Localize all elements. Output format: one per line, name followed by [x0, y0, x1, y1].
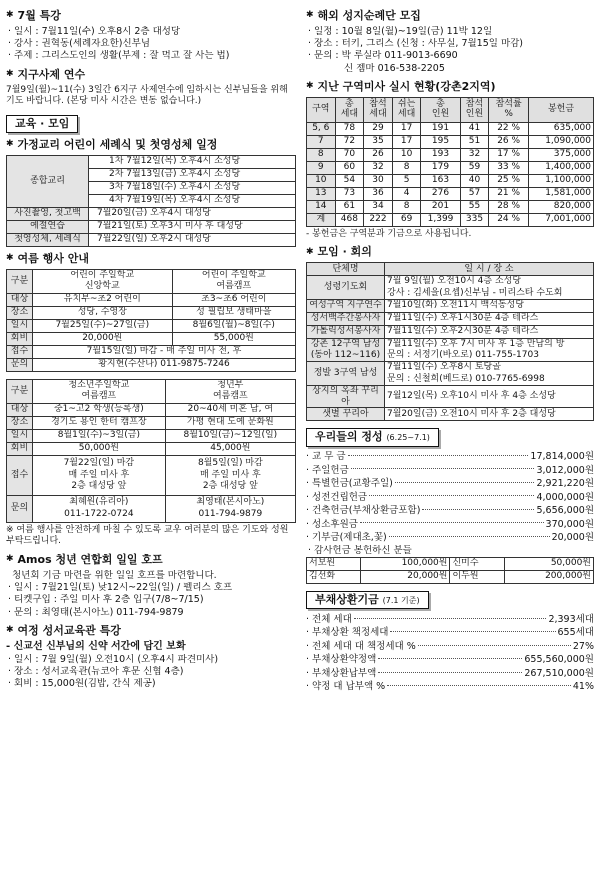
- table-cell: 이두원: [450, 571, 504, 584]
- table-cell: 7월12일(목) 오후10시 미사 후 4층 소성당: [385, 385, 594, 408]
- table-cell: 대상: [7, 293, 33, 306]
- table-cell: 구분: [7, 269, 33, 293]
- bible-subtitle: - 신교선 신부님의 신약 서간에 담긴 보화: [6, 640, 186, 652]
- table-cell: 50,000원: [504, 558, 593, 571]
- table-cell: 7월11일(수) 오후2시30분 4층 테라스: [385, 325, 594, 338]
- table-cell: 문의: [7, 495, 33, 522]
- table-row: [307, 362, 594, 386]
- table-row: [307, 148, 594, 161]
- item-value: 2,393세대: [548, 613, 594, 625]
- table-cell: 59: [460, 161, 489, 174]
- table-cell: 황지현(수산나) 011-9875-7246: [33, 358, 296, 371]
- table-cell: 8: [392, 200, 421, 213]
- table-row: [307, 299, 594, 312]
- star-icon: ✱: [306, 246, 314, 257]
- list-item: [306, 627, 594, 641]
- item-label: · 전체 세대: [306, 613, 352, 625]
- item-label: · 부채상환 책정세대: [306, 627, 389, 639]
- table-cell: 7,001,000: [528, 213, 593, 226]
- table-cell: 28 %: [489, 200, 529, 213]
- table-cell: 1,581,000: [528, 187, 593, 200]
- table-cell: 191: [421, 122, 460, 135]
- table-row: [307, 200, 594, 213]
- section-title: ✱ 7월 특강: [6, 9, 61, 22]
- table-cell: 69: [392, 213, 421, 226]
- dot-leader: [360, 522, 544, 523]
- census-note: - 봉헌금은 구역분과 기금으로 사용됩니다.: [306, 228, 472, 239]
- july-lecture-section: [6, 9, 296, 63]
- table-cell: 335: [460, 213, 489, 226]
- table-cell: 일시: [7, 319, 33, 332]
- table-cell: 성당, 수영장: [33, 306, 173, 319]
- table-cell: 최영태(본시아노) 011-794-9879: [165, 495, 295, 522]
- table-row: [307, 161, 594, 174]
- meeting-section: [306, 245, 594, 421]
- item-value: 267,510,000원: [524, 667, 594, 679]
- dot-leader: [369, 495, 534, 496]
- table-cell: 강촌 12구역 남성 (동아 112~116): [307, 338, 385, 362]
- table-cell: 장소: [7, 306, 33, 319]
- table-cell: 김선화: [307, 571, 361, 584]
- list-item: [306, 640, 594, 654]
- baptism-table: [6, 155, 296, 247]
- table-cell: 1,100,000: [528, 174, 593, 187]
- bible-line: · 장소 : 성서교육관(뉴코아 후문 신협 4층): [8, 665, 184, 677]
- table-cell: 대상: [7, 403, 33, 416]
- table-header: 참석 인원: [460, 97, 489, 122]
- debt-header: 부채상환기금 (7.1 기준): [306, 591, 429, 609]
- table-cell: 61: [335, 200, 364, 213]
- july-speaker: · 강사 : 권혁동(세례자요한)신부님: [8, 38, 150, 50]
- donor-table: [306, 557, 594, 584]
- offering-header: 우리들의 정성 (6.25~7.1): [306, 428, 439, 446]
- right-column: [306, 8, 594, 699]
- table-cell: 7월 9일(월) 오전10시 4층 소성당 강사 : 김세을(요셉)신부님 - 미리스타 수도회: [385, 276, 594, 300]
- table-cell: 7월11일(수) 오후1시30분 4층 테라스: [385, 312, 594, 325]
- list-item: [306, 505, 594, 519]
- item-label: · 부채상환약정액: [306, 654, 377, 666]
- table-cell: 26: [364, 148, 393, 161]
- table-cell: 34: [364, 200, 393, 213]
- table-cell: 초3~초6 어린이: [172, 293, 295, 306]
- item-label: · 전체 세대 대 책정세대 %: [306, 640, 416, 652]
- item-value: 655,560,000원: [524, 654, 594, 666]
- section-title: ✱ 가정교리 어린이 세례식 및 첫영성체 일정: [6, 137, 218, 151]
- table-header: 쉬는 세대: [392, 97, 421, 122]
- july-date: · 일시 : 7월11일(수) 오후8시 2층 대성당: [8, 26, 181, 38]
- table-cell: 40: [460, 174, 489, 187]
- table-cell: 1,090,000: [528, 135, 593, 148]
- education-header: 교육 · 모임: [6, 115, 78, 133]
- table-cell: 일시: [7, 429, 33, 442]
- pilgrim-line: · 장소 : 터키, 그리스 (신청 : 사무실, 7월15일 마감): [308, 38, 524, 50]
- table-cell: 7월11일(수) 오후 7시 미사 후 1층 만남의 방 문의 : 서정기(바오로) 011-755-1703: [385, 338, 594, 362]
- list-item: [306, 667, 594, 681]
- table-cell: 276: [421, 187, 460, 200]
- table-cell: 200,000원: [504, 571, 593, 584]
- dot-leader: [418, 645, 571, 646]
- table-cell: 55,000원: [172, 332, 295, 345]
- item-label: · 주일헌금: [306, 464, 349, 476]
- table-cell: 17: [392, 122, 421, 135]
- table-cell: 종합교리: [7, 155, 89, 207]
- section-title: ✱ 해외 성지순례단 모집: [306, 9, 421, 22]
- section-title: ✱ 지구사제 연수: [6, 67, 86, 81]
- table-cell: 10: [392, 148, 421, 161]
- table-cell: 21 %: [489, 187, 529, 200]
- table-cell: 접수: [7, 455, 33, 495]
- item-value: 5,656,000원: [536, 505, 594, 517]
- list-item: [306, 478, 594, 492]
- table-cell: 5: [392, 174, 421, 187]
- dot-leader: [395, 482, 535, 483]
- summer-note: ※ 여름 행사를 안전하게 마칠 수 있도록 교우 여러분의 많은 기도와 성원 부탁드립니다.: [6, 524, 289, 547]
- table-cell: 29: [364, 122, 393, 135]
- table-header: 참석률 %: [489, 97, 529, 122]
- table-cell: 78: [335, 122, 364, 135]
- table-cell: 179: [421, 161, 460, 174]
- dot-leader: [348, 455, 529, 456]
- summer-table-youth: [6, 379, 296, 523]
- table-cell: 상지의 옥좌 꾸리아: [307, 385, 385, 408]
- july-topic: · 주제 : 그리스도인의 생활(부제 : 잘 먹고 잘 사는 법): [8, 50, 230, 62]
- table-cell: 55: [460, 200, 489, 213]
- table-row: [307, 276, 594, 300]
- dot-leader: [389, 536, 550, 537]
- table-row: [307, 408, 594, 421]
- item-label: · 부채상환납부액: [306, 667, 377, 679]
- table-cell: 정발 3구역 남성: [307, 362, 385, 386]
- table-cell: 7월22일(일) 마감 매 주일 미사 후 2층 대성당 앞: [33, 455, 166, 495]
- table-cell: 8월5일(일) 마감 매 주일 미사 후 2층 대성당 앞: [165, 455, 295, 495]
- item-value: 2,921,220원: [536, 478, 594, 490]
- census-table: [306, 97, 594, 227]
- table-row: [307, 312, 594, 325]
- star-icon: ✱: [6, 253, 14, 264]
- table-cell: 청소년주일학교 여름캠프: [33, 379, 166, 403]
- table-cell: 샛별 꾸리아: [307, 408, 385, 421]
- section-title: ✱ 여정 성서교육관 특강: [6, 623, 121, 637]
- table-cell: 20~40세 미혼 남, 여: [165, 403, 295, 416]
- table-cell: 635,000: [528, 122, 593, 135]
- list-item: [306, 518, 594, 532]
- retreat-section: [6, 68, 296, 108]
- table-cell: 7월15일(일) 마감 - 매 주일 미사 전, 후: [33, 345, 296, 358]
- table-cell: 195: [421, 135, 460, 148]
- table-cell: 22 %: [489, 122, 529, 135]
- meeting-table: [306, 262, 594, 421]
- table-row: [307, 135, 594, 148]
- star-icon: ✱: [6, 139, 14, 150]
- bible-section: [6, 624, 296, 690]
- item-label: · 성전건립헌금: [306, 491, 368, 503]
- item-value: 41%: [572, 681, 594, 693]
- table-cell: 예절연습: [7, 220, 89, 233]
- table-cell: 접수: [7, 345, 33, 358]
- table-cell: 성서백주간봉사자: [307, 312, 385, 325]
- table-cell: 7월20일(금) 오전10시 미사 후 2층 대성당: [385, 408, 594, 421]
- table-cell: 20,000원: [33, 332, 173, 345]
- table-cell: 60: [335, 161, 364, 174]
- item-value: 4,000,000원: [536, 491, 594, 503]
- table-cell: 7월20일(금) 오후4시 대성당: [89, 207, 296, 220]
- list-item: [306, 681, 594, 695]
- table-cell: 7월10일(화) 오전11시 백석동성당: [385, 299, 594, 312]
- table-cell: 계: [307, 213, 336, 226]
- table-cell: 중1~고2 학생(등록생): [33, 403, 166, 416]
- table-cell: 7월11일(수) 오후8시 토당골 문의 : 신철희(베드로) 010-7765-6998: [385, 362, 594, 386]
- table-cell: 468: [335, 213, 364, 226]
- table-cell: 사진촬영, 첫고백: [7, 207, 89, 220]
- item-value: 655세대: [557, 627, 594, 639]
- table-cell: 8월10일(금)~12일(일): [165, 429, 295, 442]
- table-cell: 1,399: [421, 213, 460, 226]
- table-row: [307, 122, 594, 135]
- list-item: [306, 491, 594, 505]
- table-cell: 여성구역 지구연수: [307, 299, 385, 312]
- table-cell: 30: [364, 174, 393, 187]
- table-cell: 13: [307, 187, 336, 200]
- table-cell: 17: [392, 135, 421, 148]
- table-cell: 57: [460, 187, 489, 200]
- table-cell: 100,000원: [361, 558, 450, 571]
- table-cell: 375,000: [528, 148, 593, 161]
- table-cell: 청년부 여름캠프: [165, 379, 295, 403]
- summer-table-kids: [6, 269, 296, 372]
- table-cell: 20,000원: [361, 571, 450, 584]
- table-cell: 222: [364, 213, 393, 226]
- table-header: 총 인원: [421, 97, 460, 122]
- left-column: [6, 8, 296, 695]
- table-header: 구역: [307, 97, 336, 122]
- table-cell: 회비: [7, 442, 33, 455]
- table-cell: 4: [392, 187, 421, 200]
- table-cell: 54: [335, 174, 364, 187]
- table-row: [307, 325, 594, 338]
- table-cell: 1,400,000: [528, 161, 593, 174]
- table-cell: 7월25일(수)~27일(금): [33, 319, 173, 332]
- pilgrim-line: · 문의 : 박 루실라 011-9013-6690: [308, 50, 458, 62]
- star-icon: ✱: [6, 68, 14, 79]
- amos-line: · 티켓구입 : 주일 미사 후 2층 입구(7/8~7/15): [8, 594, 204, 606]
- table-cell: 첫영성체, 세례식: [7, 233, 89, 246]
- table-cell: 가톨릭성서봉사자: [307, 325, 385, 338]
- list-item: [306, 464, 594, 478]
- table-header: 참석 세대: [364, 97, 393, 122]
- table-cell: 14: [307, 200, 336, 213]
- pilgrim-section: [306, 9, 594, 75]
- table-cell: 201: [421, 200, 460, 213]
- item-label: · 기부금(제대초,꽃): [306, 532, 387, 544]
- list-item: [306, 532, 594, 546]
- table-cell: 최혜원(유리아) 011-1722-0724: [33, 495, 166, 522]
- table-cell: 9: [307, 161, 336, 174]
- star-icon: ✱: [6, 554, 14, 565]
- list-item: [306, 654, 594, 668]
- bible-line: · 일시 : 7월 9일(월) 오전10시 (오후4시 파견미사): [8, 653, 219, 665]
- table-cell: 51: [460, 135, 489, 148]
- section-title: ✱ Amos 청년 연합회 일일 호프: [6, 552, 163, 566]
- item-value: 17,814,000원: [530, 451, 594, 463]
- table-cell: 7: [307, 135, 336, 148]
- star-icon: ✱: [306, 10, 314, 21]
- item-label: · 약정 대 납부액 %: [306, 681, 386, 693]
- table-header: 봉헌금: [528, 97, 593, 122]
- dot-leader: [351, 468, 535, 469]
- table-row: [307, 187, 594, 200]
- table-cell: 유치부~초2 어린이: [33, 293, 173, 306]
- table-header: 일 시 / 장 소: [385, 263, 594, 276]
- table-cell: 2차 7월13일(금) 오후4시 소성당: [89, 168, 296, 181]
- table-cell: 7월21일(토) 오후3시 미사 후 대성당: [89, 220, 296, 233]
- table-cell: 성령기도회: [307, 276, 385, 300]
- table-cell: 820,000: [528, 200, 593, 213]
- table-cell: 70: [335, 148, 364, 161]
- table-cell: 33 %: [489, 161, 529, 174]
- retreat-text: 7월9일(월)~11(수) 3일간 6지구 사제연수에 임하시는 신부님들을 위해 기도 바랍니다. (본당 미사 시간은 변동 없습니다.): [6, 84, 288, 107]
- table-row: [307, 174, 594, 187]
- table-cell: 신미수: [450, 558, 504, 571]
- table-cell: 가평 현대 도예 문화원: [165, 416, 295, 429]
- table-cell: 어린이 주일학교 여름캠프: [172, 269, 295, 293]
- table-cell: 5, 6: [307, 122, 336, 135]
- table-cell: 8월6일(월)~8일(수): [172, 319, 295, 332]
- table-cell: 서보원: [307, 558, 361, 571]
- star-icon: ✱: [306, 80, 314, 91]
- table-cell: 경기도 용인 한터 캠프장: [33, 416, 166, 429]
- offering-list: [306, 451, 594, 546]
- pilgrim-line: · 일정 : 10월 8일(월)~19일(금) 11박 12일: [308, 26, 493, 38]
- summer-section: [6, 252, 296, 548]
- table-row: [307, 338, 594, 362]
- table-cell: 41: [460, 122, 489, 135]
- census-section: [306, 80, 594, 241]
- table-cell: 7월22일(일) 오후2시 대성당: [89, 233, 296, 246]
- amos-line: · 문의 : 최영태(본시아노) 011-794-9879: [8, 606, 184, 618]
- table-row: [307, 213, 594, 226]
- table-cell: 193: [421, 148, 460, 161]
- table-cell: 32: [460, 148, 489, 161]
- table-header: 단체명: [307, 263, 385, 276]
- list-item: [306, 451, 594, 465]
- offering-section: [306, 426, 594, 584]
- table-cell: 8: [307, 148, 336, 161]
- table-cell: 8월1일(수)~3일(금): [33, 429, 166, 442]
- item-label: · 성소후원금: [306, 518, 358, 530]
- table-header: 총 세대: [335, 97, 364, 122]
- section-title: ✱ 여름 행사 안내: [6, 251, 89, 265]
- table-cell: 성 필립보 생태마을: [172, 306, 295, 319]
- table-cell: 45,000원: [165, 442, 295, 455]
- dot-leader: [354, 618, 547, 619]
- section-title: ✱ 지난 구역미사 실시 현황(강촌2지역): [306, 79, 496, 93]
- dot-leader: [378, 658, 522, 659]
- table-cell: 10: [307, 174, 336, 187]
- bible-line: · 회비 : 15,000원(김밥, 간식 제공): [8, 677, 156, 689]
- table-cell: 25 %: [489, 174, 529, 187]
- table-cell: 장소: [7, 416, 33, 429]
- dot-leader: [387, 685, 571, 686]
- table-cell: 35: [364, 135, 393, 148]
- star-icon: ✱: [6, 10, 14, 21]
- dot-leader: [378, 672, 522, 673]
- table-cell: 1차 7월12일(목) 오후4시 소성당: [89, 155, 296, 168]
- item-value: 20,000원: [551, 532, 594, 544]
- dot-leader: [390, 631, 555, 632]
- section-title: ✱ 모임 · 회의: [306, 245, 372, 259]
- item-label: · 건축헌금(부채상환금포함): [306, 505, 421, 517]
- item-label: · 교 무 금: [306, 451, 346, 463]
- dot-leader: [422, 509, 534, 510]
- item-value: 370,000원: [545, 518, 594, 530]
- pilgrim-line: 신 젬마 016-538-2205: [344, 62, 445, 74]
- table-cell: 32: [364, 161, 393, 174]
- table-cell: 26 %: [489, 135, 529, 148]
- baptism-section: [6, 138, 296, 247]
- table-cell: 구분: [7, 379, 33, 403]
- table-cell: 17 %: [489, 148, 529, 161]
- amos-line: 청년회 기금 마련을 위한 일일 호프를 마련합니다.: [12, 570, 217, 582]
- item-label: · 특별헌금(교황주일): [306, 478, 393, 490]
- item-value: 3,012,000원: [536, 464, 594, 476]
- list-item: [306, 613, 594, 627]
- table-cell: 163: [421, 174, 460, 187]
- debt-section: [306, 589, 594, 694]
- debt-list: [306, 613, 594, 694]
- table-cell: 8: [392, 161, 421, 174]
- table-cell: 72: [335, 135, 364, 148]
- table-cell: 문의: [7, 358, 33, 371]
- table-cell: 회비: [7, 332, 33, 345]
- table-row: [307, 385, 594, 408]
- amos-line: · 일시 : 7월21일(토) 낮12시~22일(일) / 펠리스 호프: [8, 582, 233, 594]
- item-value: 27%: [572, 640, 594, 652]
- table-cell: 36: [364, 187, 393, 200]
- amos-section: [6, 553, 296, 619]
- star-icon: ✱: [6, 624, 14, 635]
- table-cell: 24 %: [489, 213, 529, 226]
- table-cell: 3차 7월18일(수) 오후4시 소성당: [89, 181, 296, 194]
- table-cell: 73: [335, 187, 364, 200]
- table-cell: 어린이 주일학교 신앙학교: [33, 269, 173, 293]
- table-cell: 50,000원: [33, 442, 166, 455]
- offering-thanks: · 감사헌금 봉헌하신 분들: [308, 545, 412, 557]
- table-cell: 4차 7월19일(목) 오후4시 소성당: [89, 194, 296, 207]
